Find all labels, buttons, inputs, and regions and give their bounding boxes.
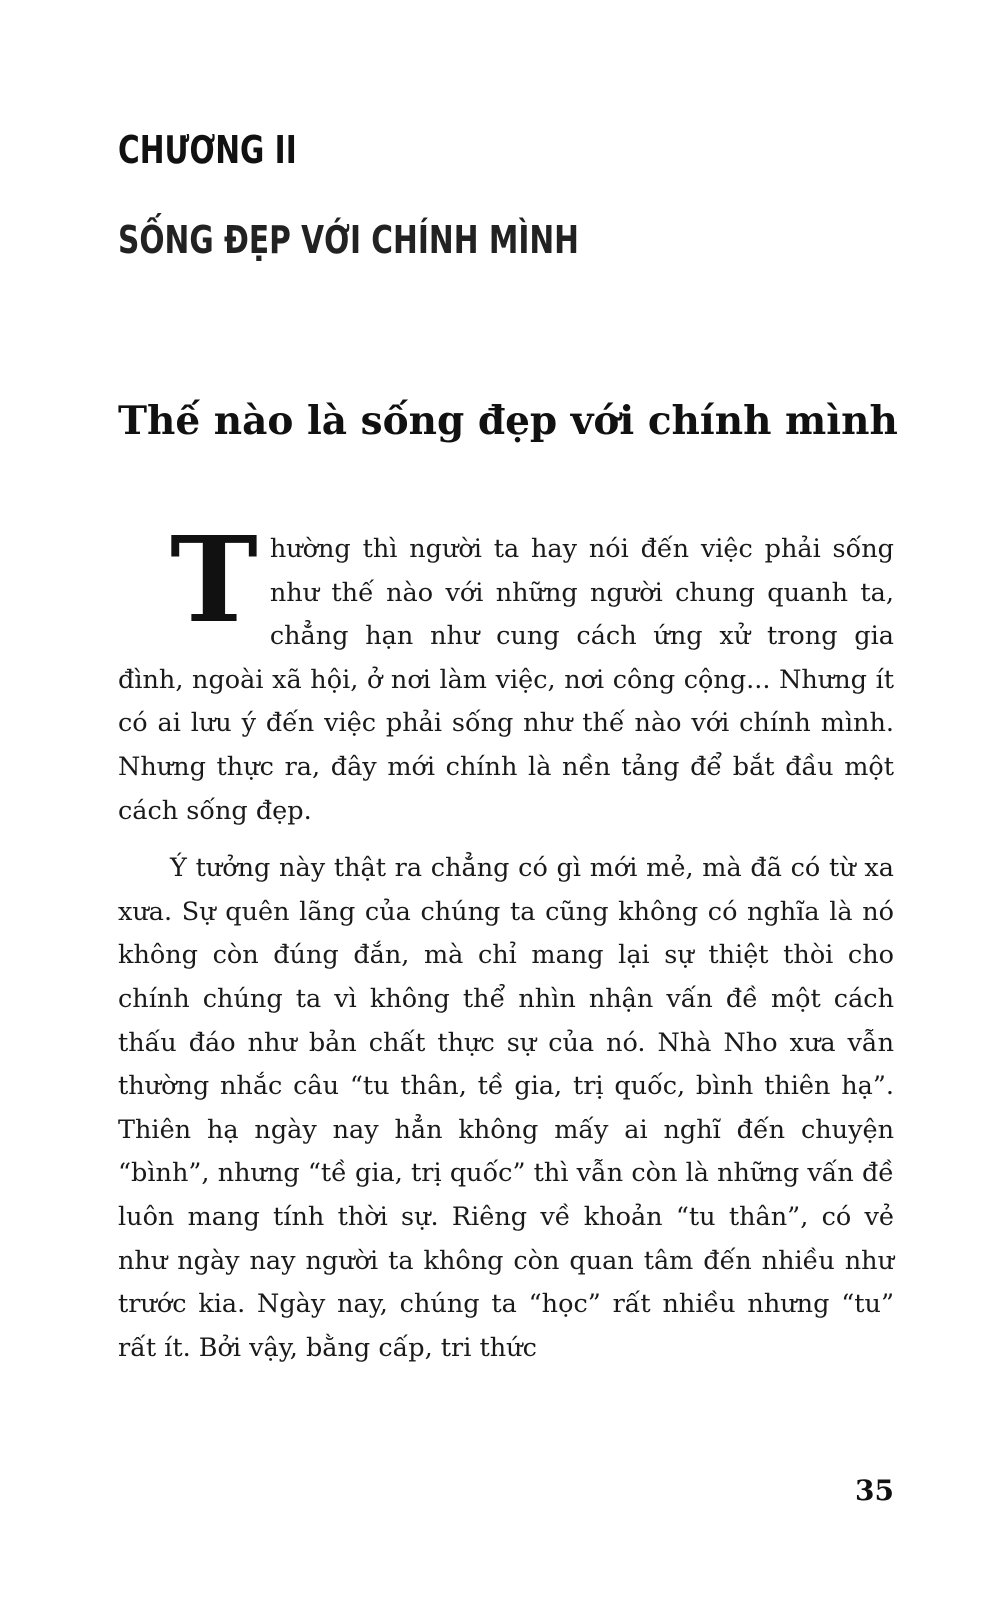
drop-cap: T — [170, 510, 258, 649]
page-number: 35 — [855, 1474, 894, 1507]
body-text — [118, 510, 894, 1370]
chapter-title: SỐNG ĐẸP VỚI CHÍNH MÌNH — [118, 218, 579, 262]
paragraph-1-text: hường thì người ta hay nói đến việc phải sống như thế nào với những người chung quanh ta, chẳng hạn như cung cách ứng xử trong gia đình, ngoài xã hội, ở nơi làm việc, nơi công cộng... Nhưng ít có ai lưu ý đến việc phải sống như thế nào với chính mình. Nhưng thực ra, đây mới chính là nền tảng để bắt đầu một cách sống đẹp. — [118, 534, 894, 826]
section-heading: Thế nào là sống đẹp với chính mình — [118, 398, 898, 444]
chapter-label: CHƯƠNG II — [118, 128, 297, 172]
paragraph-1 — [118, 510, 894, 833]
paragraph-2: Ý tưởng này thật ra chẳng có gì mới mẻ, mà đã có từ xa xưa. Sự quên lãng của chúng ta cũng không có nghĩa là nó không còn đúng đắn, mà chỉ mang lại sự thiệt thòi cho chính chúng ta vì không thể nhìn nhận vấn đề một cách thấu đáo như bản chất thực sự của nó. Nhà Nho xưa vẫn thường nhắc câu “tu thân, tề gia, trị quốc, bình thiên hạ”. Thiên hạ ngày nay hẳn không mấy ai nghĩ đến chuyện “bình”, nhưng “tề gia, trị quốc” thì vẫn còn là những vấn đề luôn mang tính thời sự. Riêng về khoản “tu thân”, có vẻ như ngày nay người ta không còn quan tâm đến nhiều như trước kia. Ngày nay, chúng ta “học” rất nhiều nhưng “tu” rất ít. Bởi vậy, bằng cấp, tri thức — [118, 853, 894, 1363]
